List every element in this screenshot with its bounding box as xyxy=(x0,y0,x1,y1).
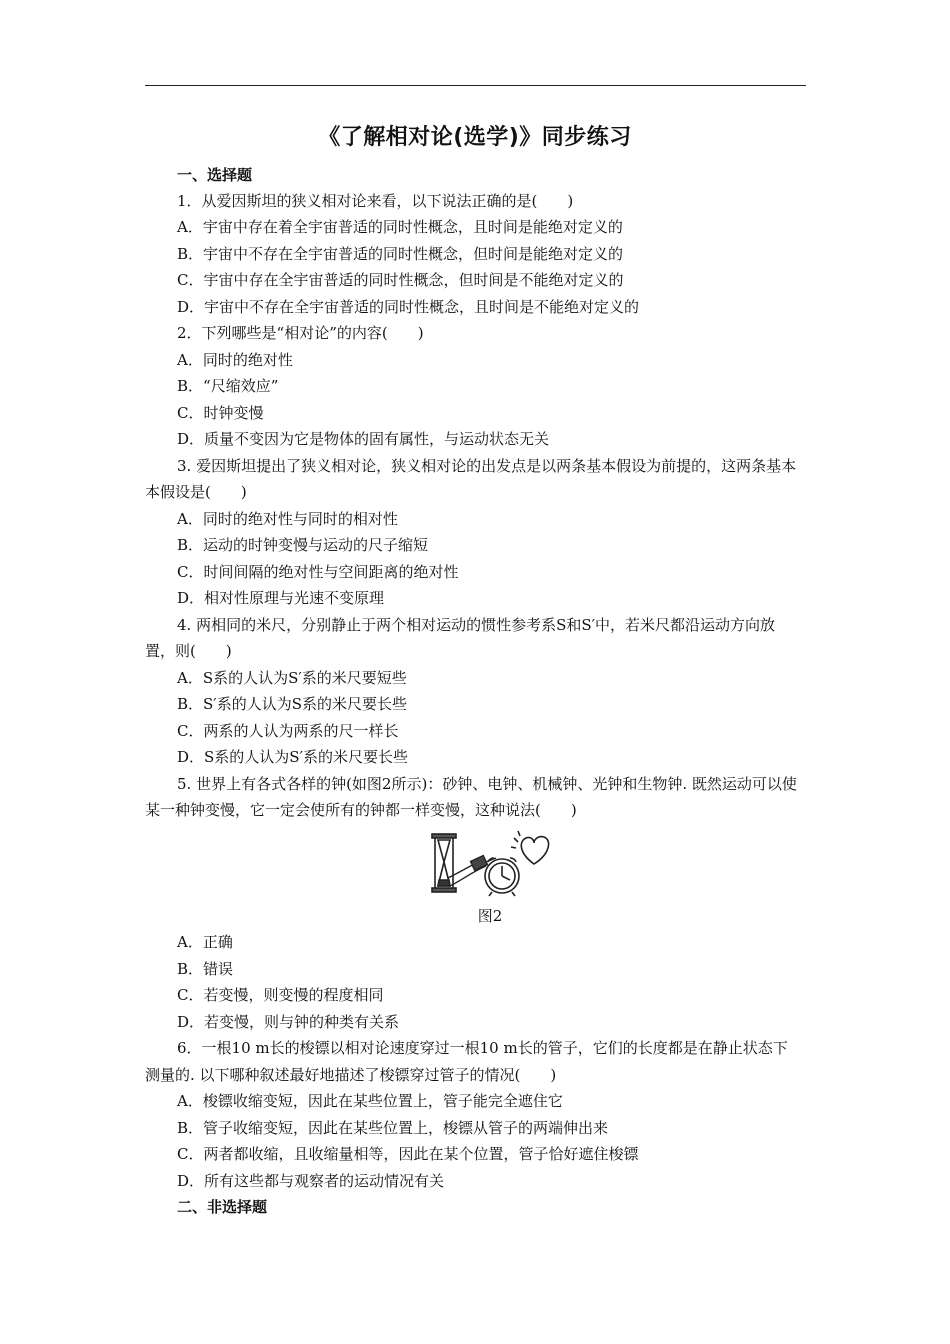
q6-option-a: A．梭镖收缩变短，因此在某些位置上，管子能完全遮住它 xyxy=(177,1092,563,1110)
hourglass-icon xyxy=(432,834,456,892)
section-heading-nonchoice: 二、非选择题 xyxy=(177,1198,268,1216)
q1-option-a: A．宇宙中存在着全宇宙普适的同时性概念，且时间是能绝对定义的 xyxy=(177,218,623,236)
q5-stem-line2: 某一种钟变慢，它一定会使所有的钟都一样变慢，这种说法( ) xyxy=(145,801,577,819)
alarm-clock-icon xyxy=(485,858,519,896)
q2-stem: 2．下列哪些是“相对论”的内容( ) xyxy=(177,324,424,342)
section-heading-choice: 一、选择题 xyxy=(177,166,253,184)
q1-option-d: D．宇宙中不存在全宇宙普适的同时性概念，且时间是不能绝对定义的 xyxy=(177,298,640,316)
q5-option-a: A．正确 xyxy=(177,933,233,951)
figure-caption: 图2 xyxy=(477,907,503,925)
q2-option-d: D．质量不变因为它是物体的固有属性，与运动状态无关 xyxy=(177,430,550,448)
q5-option-d: D．若变慢，则与钟的种类有关系 xyxy=(177,1013,400,1031)
q1-option-b: B．宇宙中不存在全宇宙普适的同时性概念，但时间是能绝对定义的 xyxy=(177,245,624,263)
q2-option-c: C．时钟变慢 xyxy=(177,404,264,422)
q4-option-a: A．S系的人认为S′系的米尺要短些 xyxy=(177,669,407,687)
q5-option-b: B．错误 xyxy=(177,960,234,978)
q6-stem-line2: 测量的. 以下哪种叙述最好地描述了梭镖穿过管子的情况( ) xyxy=(145,1066,557,1084)
q6-option-b: B．管子收缩变短，因此在某些位置上，梭镖从管子的两端伸出来 xyxy=(177,1119,609,1137)
q6-option-d: D．所有这些都与观察者的运动情况有关 xyxy=(177,1172,445,1190)
q5-option-c: C．若变慢，则变慢的程度相同 xyxy=(177,986,384,1004)
q4-stem-line2: 置，则( ) xyxy=(145,642,232,660)
q4-stem-line1: 4. 两相同的米尺，分别静止于两个相对运动的惯性参考系S和S′中，若米尺都沿运动方向放 xyxy=(177,616,776,634)
q3-option-d: D．相对性原理与光速不变原理 xyxy=(177,589,385,607)
q6-stem-line1: 6．一根10 m长的梭镖以相对论速度穿过一根10 m长的管子，它们的长度都是在静止状态下 xyxy=(177,1039,788,1057)
q6-option-c: C．两者都收缩，且收缩量相等，因此在某个位置，管子恰好遮住梭镖 xyxy=(177,1145,639,1163)
q3-option-c: C．时间间隔的绝对性与空间距离的绝对性 xyxy=(177,563,459,581)
q4-option-b: B．S′系的人认为S系的米尺要长些 xyxy=(177,695,407,713)
q5-stem-line1: 5. 世界上有各式各样的钟(如图2所示)：砂钟、电钟、机械钟、光钟和生物钟. 既然运动可以使 xyxy=(177,775,797,793)
clocks-figure xyxy=(430,828,554,898)
q3-stem-line2: 本假设是( ) xyxy=(145,483,247,501)
heart-icon xyxy=(511,831,549,864)
page-title: 《了解相对论(选学)》同步练习 xyxy=(318,125,632,150)
q4-option-d: D．S系的人认为S′系的米尺要长些 xyxy=(177,748,408,766)
q1-option-c: C．宇宙中存在全宇宙普适的同时性概念，但时间是不能绝对定义的 xyxy=(177,271,624,289)
q3-option-a: A．同时的绝对性与同时的相对性 xyxy=(177,510,398,528)
q2-option-a: A．同时的绝对性 xyxy=(177,351,293,369)
q4-option-c: C．两系的人认为两系的尺一样长 xyxy=(177,722,399,740)
q2-option-b: B．“尺缩效应” xyxy=(177,377,279,395)
q3-option-b: B．运动的时钟变慢与运动的尺子缩短 xyxy=(177,536,429,554)
q1-stem: 1．从爱因斯坦的狭义相对论来看，以下说法正确的是( ) xyxy=(177,192,574,210)
q3-stem-line1: 3. 爱因斯坦提出了狭义相对论，狭义相对论的出发点是以两条基本假设为前提的，这两条基本 xyxy=(177,457,797,475)
header-rule xyxy=(145,85,806,86)
